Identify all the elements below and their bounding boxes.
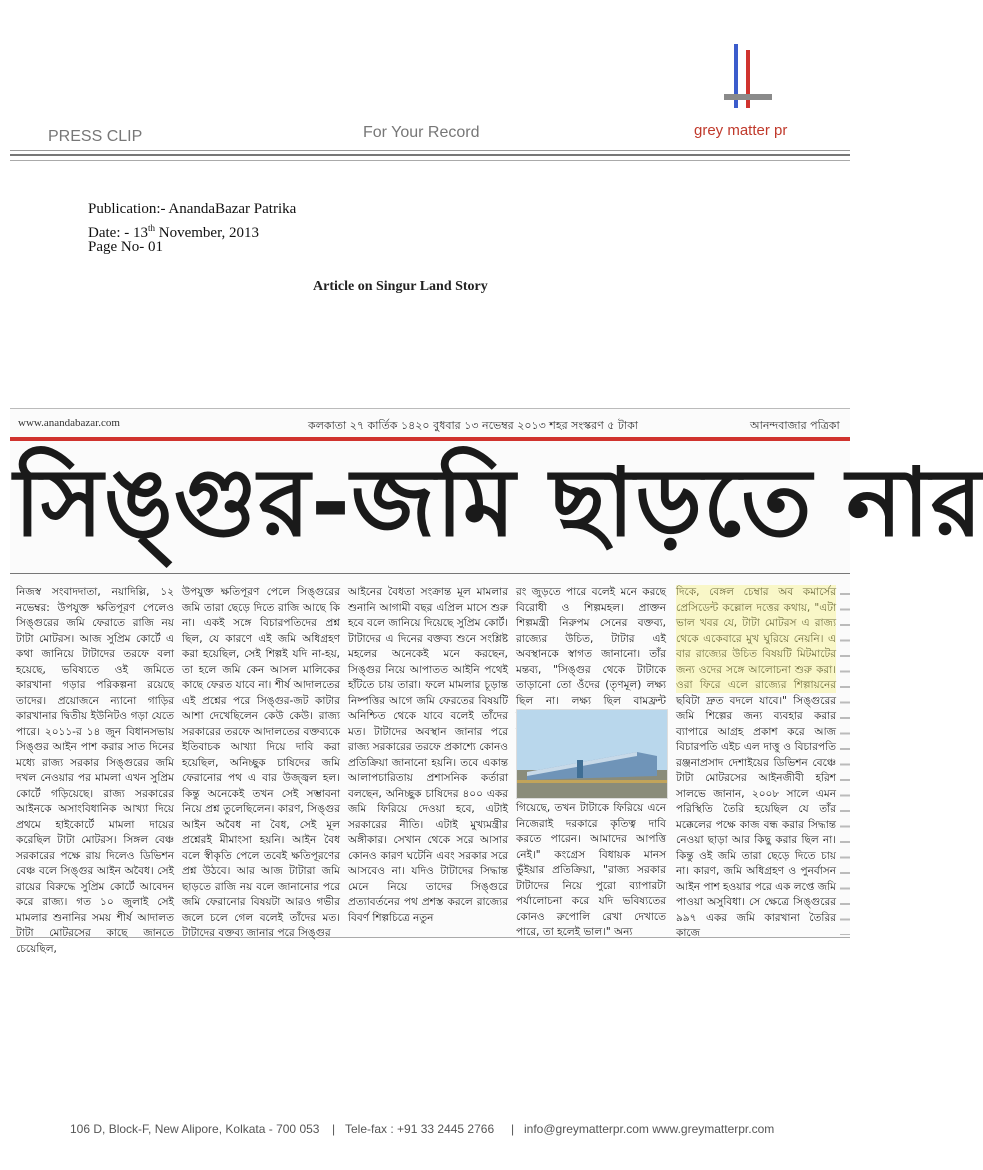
headline-underline	[10, 573, 850, 574]
headline: সিঙ্গুর-জমি ছাড়তে নার	[14, 449, 983, 558]
masthead	[10, 409, 850, 435]
column-text-3: আইনের বৈধতা সংক্রান্ত মূল মামলার শুনানি আগামী বছর এপ্রিল মাসে শুরু হবে বলে জানিয়ে দিয়েছে সুপ্রিম কোর্ট। টাটাদের এ দিনের বক্তব্য শুনে সংশ্লিষ্ট মহলের অনেকেই মনে করছেন, সিঙ্গুর নিয়ে আপাতত আইনি পথেই হাঁটতে চায় তারা। ফলে মামলার চূড়ান্ত নিষ্পত্তির আগে জমি ফেরতের বিষয়টি অনিশ্চিত থেকে যাবে বলেই তাঁদের মত। টাটাদের অবস্থান জানার পরে রাজ্য সরকারের তরফে প্রকাশ্যে কোনও প্রতিক্রিয়া জানানো হয়নি। তবে একান্ত আলাপচারিতায় প্রশাসনিক কর্তারা বলছেন, অনিচ্ছুক চাষিদের ৪০০ একর জমি ফিরিয়ে দেওয়া হবে, এটাই সরকারের নীতি। এটাই মুখ্যমন্ত্রীর অঙ্গীকার। সেখান থেকে সরে আসার কোনও কারণ ঘটেনি এবং সরকার সরে আসবেও না। যদিও টাটাদের সিদ্ধান্ত মেনে নিয়ে তাদের সিঙ্গুরে প্রত্যাবর্তনের পথ প্রশস্ত করলে রাজ্যের বিবর্ণ শিল্পচিত্রে নতুন	[348, 586, 508, 924]
article-column-4b	[516, 801, 666, 938]
website-label: www.anandabazar.com	[18, 417, 120, 429]
footer-address: 106 D, Block-F, New Alipore, Kolkata - 700 053	[70, 1122, 320, 1136]
footer-contact[interactable]: info@greymatterpr.com www.greymatterpr.com	[524, 1122, 775, 1136]
paper-name: আনন্দবাজার পত্রিকা	[750, 419, 840, 432]
column-text-5: দিকে, বেঙ্গল চেম্বার অব কমার্সের প্রেসিডেন্ট কল্লোল দত্তের কথায়, "এটা ভাল খবর যে, টাটা মোটরস এ রাজ্য থেকে একেবারে মুখ ঘুরিয়ে নেয়নি। এ বার রাজ্যের উচিত বিষয়টি মিটমাটের জন্য ওদের সঙ্গে আলোচনা শুরু করা। ওরা ফিরে এলে রাজ্যের শিল্পায়নের ছবিটা দ্রুত বদলে যাবে।" সিঙ্গুরের জমি শিল্পের জন্য ব্যবহার করার ব্যাপারে আগ্রহ প্রকাশ করে আজ বিচারপতি এইচ এল দাত্তু ও বিচারপতি রঞ্জনাপ্রসাদ দেশাইয়ের ডিভিশন বেঞ্চে টাটা মোটরসের আইনজীবী হরিশ সালভে জানান, ২০০৮ সালে এমন পরিস্থিতি তৈরি হয়েছিল যে তাঁর মক্কেলের পক্ষে কাজ বন্ধ করার সিদ্ধান্ত নেওয়া ছাড়া আর কিছু করার ছিল না। কিন্তু ওই জমি তারা ছেড়ে দিতে চায় না। কারণ, জমি অধিগ্রহণ ও পুনর্বাসন আইন পাশ হওয়ার পরে এক লপ্তে জমি পাওয়া অসুবিধা। সে ক্ষেত্রে সিঙ্গুরের ৯৯৭ একর জমি কারখানা তৈরির কাজে	[676, 586, 836, 939]
article-column-2	[182, 585, 340, 939]
column-text-1: নিজস্ব সংবাদদাতা, নয়াদিল্লি, ১২ নভেম্বর: উপযুক্ত ক্ষতিপূরণ পেলেও সিঙ্গুরের জমি ফেরাতে রাজি নয় টাটা মোটরস। আজ সুপ্রিম কোর্টে এ কথা জানিয়ে টাটাদের তরফে বলা হয়েছে, ভবিষ্যতে ওই জমিতে কারখানা গড়ার পরিকল্পনা রয়েছে তাদের। প্রয়োজনে ন্যানো গাড়ির কারখানার দ্বিতীয় ইউনিটও গড়া যেতে পারে। ২০১১-র ১৪ জুন বিধানসভায় সিঙ্গুর আইন পাশ করার সাত দিনের মধ্যে রাজ্য সরকার সিঙ্গুরের জমি দখল নেওয়ার পর মামলা এখন সুপ্রিম কোর্টে গড়িয়েছে। রাজ্য সরকারের আইনকে অসাংবিধানিক আখ্যা দিয়ে প্রথমে হাইকোর্টে মামলা দায়ের করেছিল টাটা মোটরস। সিঙ্গল বেঞ্চ সরকারের পক্ষে রায় দিলেও ডিভিশন বেঞ্চ বলে সিঙ্গুর আইন অবৈধ। সেই রায়ের বিরুদ্ধে সুপ্রিম কোর্টে আবেদন করে রাজ্য। গত ১০ জুলাই সেই মামলার শুনানির সময় শীর্ষ আদালত টাটা মোটরসের কাছে জানতে চেয়েছিল,	[16, 586, 174, 955]
factory-photo	[516, 709, 668, 799]
page-number-line: Page No- 01	[88, 239, 163, 255]
date-prefix: Date: - 13	[88, 225, 148, 241]
footer-sep-2: |	[511, 1122, 515, 1136]
footer-phone: Tele-fax : +91 33 2445 2766	[345, 1122, 495, 1136]
publication-line: Publication:- AnandaBazar Patrika	[88, 201, 297, 217]
masthead-red-bar	[10, 437, 850, 441]
column-text-4b: গিয়েছে, তখন টাটাকে ফিরিয়ে এনে নিজেরাই দরকারে কৃতিত্ব দাবি করতে পারেন। আমাদের আপত্তি নেই।" কংগ্রেস বিধায়ক মানস ভুঁইয়ার প্রতিক্রিয়া, "রাজ্য সরকার টাটাদের নিয়ে পুরো ব্যাপারটা পর্যালোচনা করে যদি ভবিষ্যতের কোনও রুপোলি রেখা দেখাতে পারে, তা হলেই ভাল।" অন্য	[516, 802, 666, 938]
press-clip-label: PRESS CLIP	[48, 128, 143, 145]
dateline: কলকাতা ২৭ কার্তিক ১৪২০ বুধবার ১৩ নভেম্বর ২০১৩ শহর সংস্করণ ৫ টাকা	[308, 419, 638, 432]
brand-name: grey matter pr	[694, 122, 788, 139]
column-text-4a: রং জুড়তে পারে বলেই মনে করছে বিরোধী ও শিল্পমহল। প্রাক্তন শিল্পমন্ত্রী নিরুপম সেনের বক্তব্য, রাজ্যের উচিত, টাটার এই অবস্থানকে স্বাগত জানানো। তাঁর মন্তব্য, "সিঙ্গুর থেকে টাটাকে তাড়ানো তো ওঁদের (তৃণমূল) লক্ষ্য ছিল না। লক্ষ্য ছিল বামফ্রন্ট	[516, 586, 666, 707]
article-column-3	[348, 585, 508, 935]
highlight-marker	[676, 585, 836, 693]
date-suffix: November, 2013	[155, 225, 259, 241]
footer-sep-1: |	[332, 1122, 336, 1136]
newspaper-clipping	[10, 408, 983, 955]
date-sup: th	[147, 223, 155, 233]
article-column-1	[16, 585, 174, 955]
column-text-2: উপযুক্ত ক্ষতিপূরণ পেলে সিঙ্গুরের জমি তারা ছেড়ে দিতে রাজি আছে কি না। একই সঙ্গে বিচারপতিদের প্রশ্ন ছিল, যে কারণে এই জমি অধিগ্রহণ করা হয়েছিল, সেই শিল্পই যদি না-হয়, তা হলে জমি কেন আসল মালিকের কাছে ফেরত যাবে না। শীর্ষ আদালতের এই প্রশ্নের পরে সিঙ্গুর-জট কাটার আশা দেখেছিলেন কেউ কেউ। রাজ্য সরকারের তরফে আদালতের বক্তব্যকে ইতিবাচক আখ্যা দিয়ে দাবি করা হয়েছিল, অনিচ্ছুক চাষিদের জমি ফেরানোর পথ এ বার উজ্জ্বল হল। কিন্তু অনেকেই তখন সেই সম্ভাবনা নিয়ে প্রশ্ন তুলেছিলেন। কারণ, সিঙ্গুর আইন অবৈধ না বৈধ, সেই মূল প্রশ্নেরই মীমাংসা হয়নি। আইন বৈধ বলে স্বীকৃতি পেলে তবেই ক্ষতিপূরণের প্রশ্ন উঠবে। আর আজ টাটারা জমি ছাড়তে রাজি নয় বলে জানানোর পরে জমি ফেরানোর বিষয়টা আরও গভীর জলে চলে গেল বলেই তাঁদের মত। টাটাদের বক্তব্য জানার পরে সিঙ্গুর	[182, 586, 340, 939]
article-title: Article on Singur Land Story	[313, 279, 488, 294]
right-edge-column	[840, 585, 850, 935]
brand-logo-icon	[722, 42, 774, 114]
for-your-record-label: For Your Record	[363, 124, 480, 141]
article-column-4a	[516, 585, 666, 705]
